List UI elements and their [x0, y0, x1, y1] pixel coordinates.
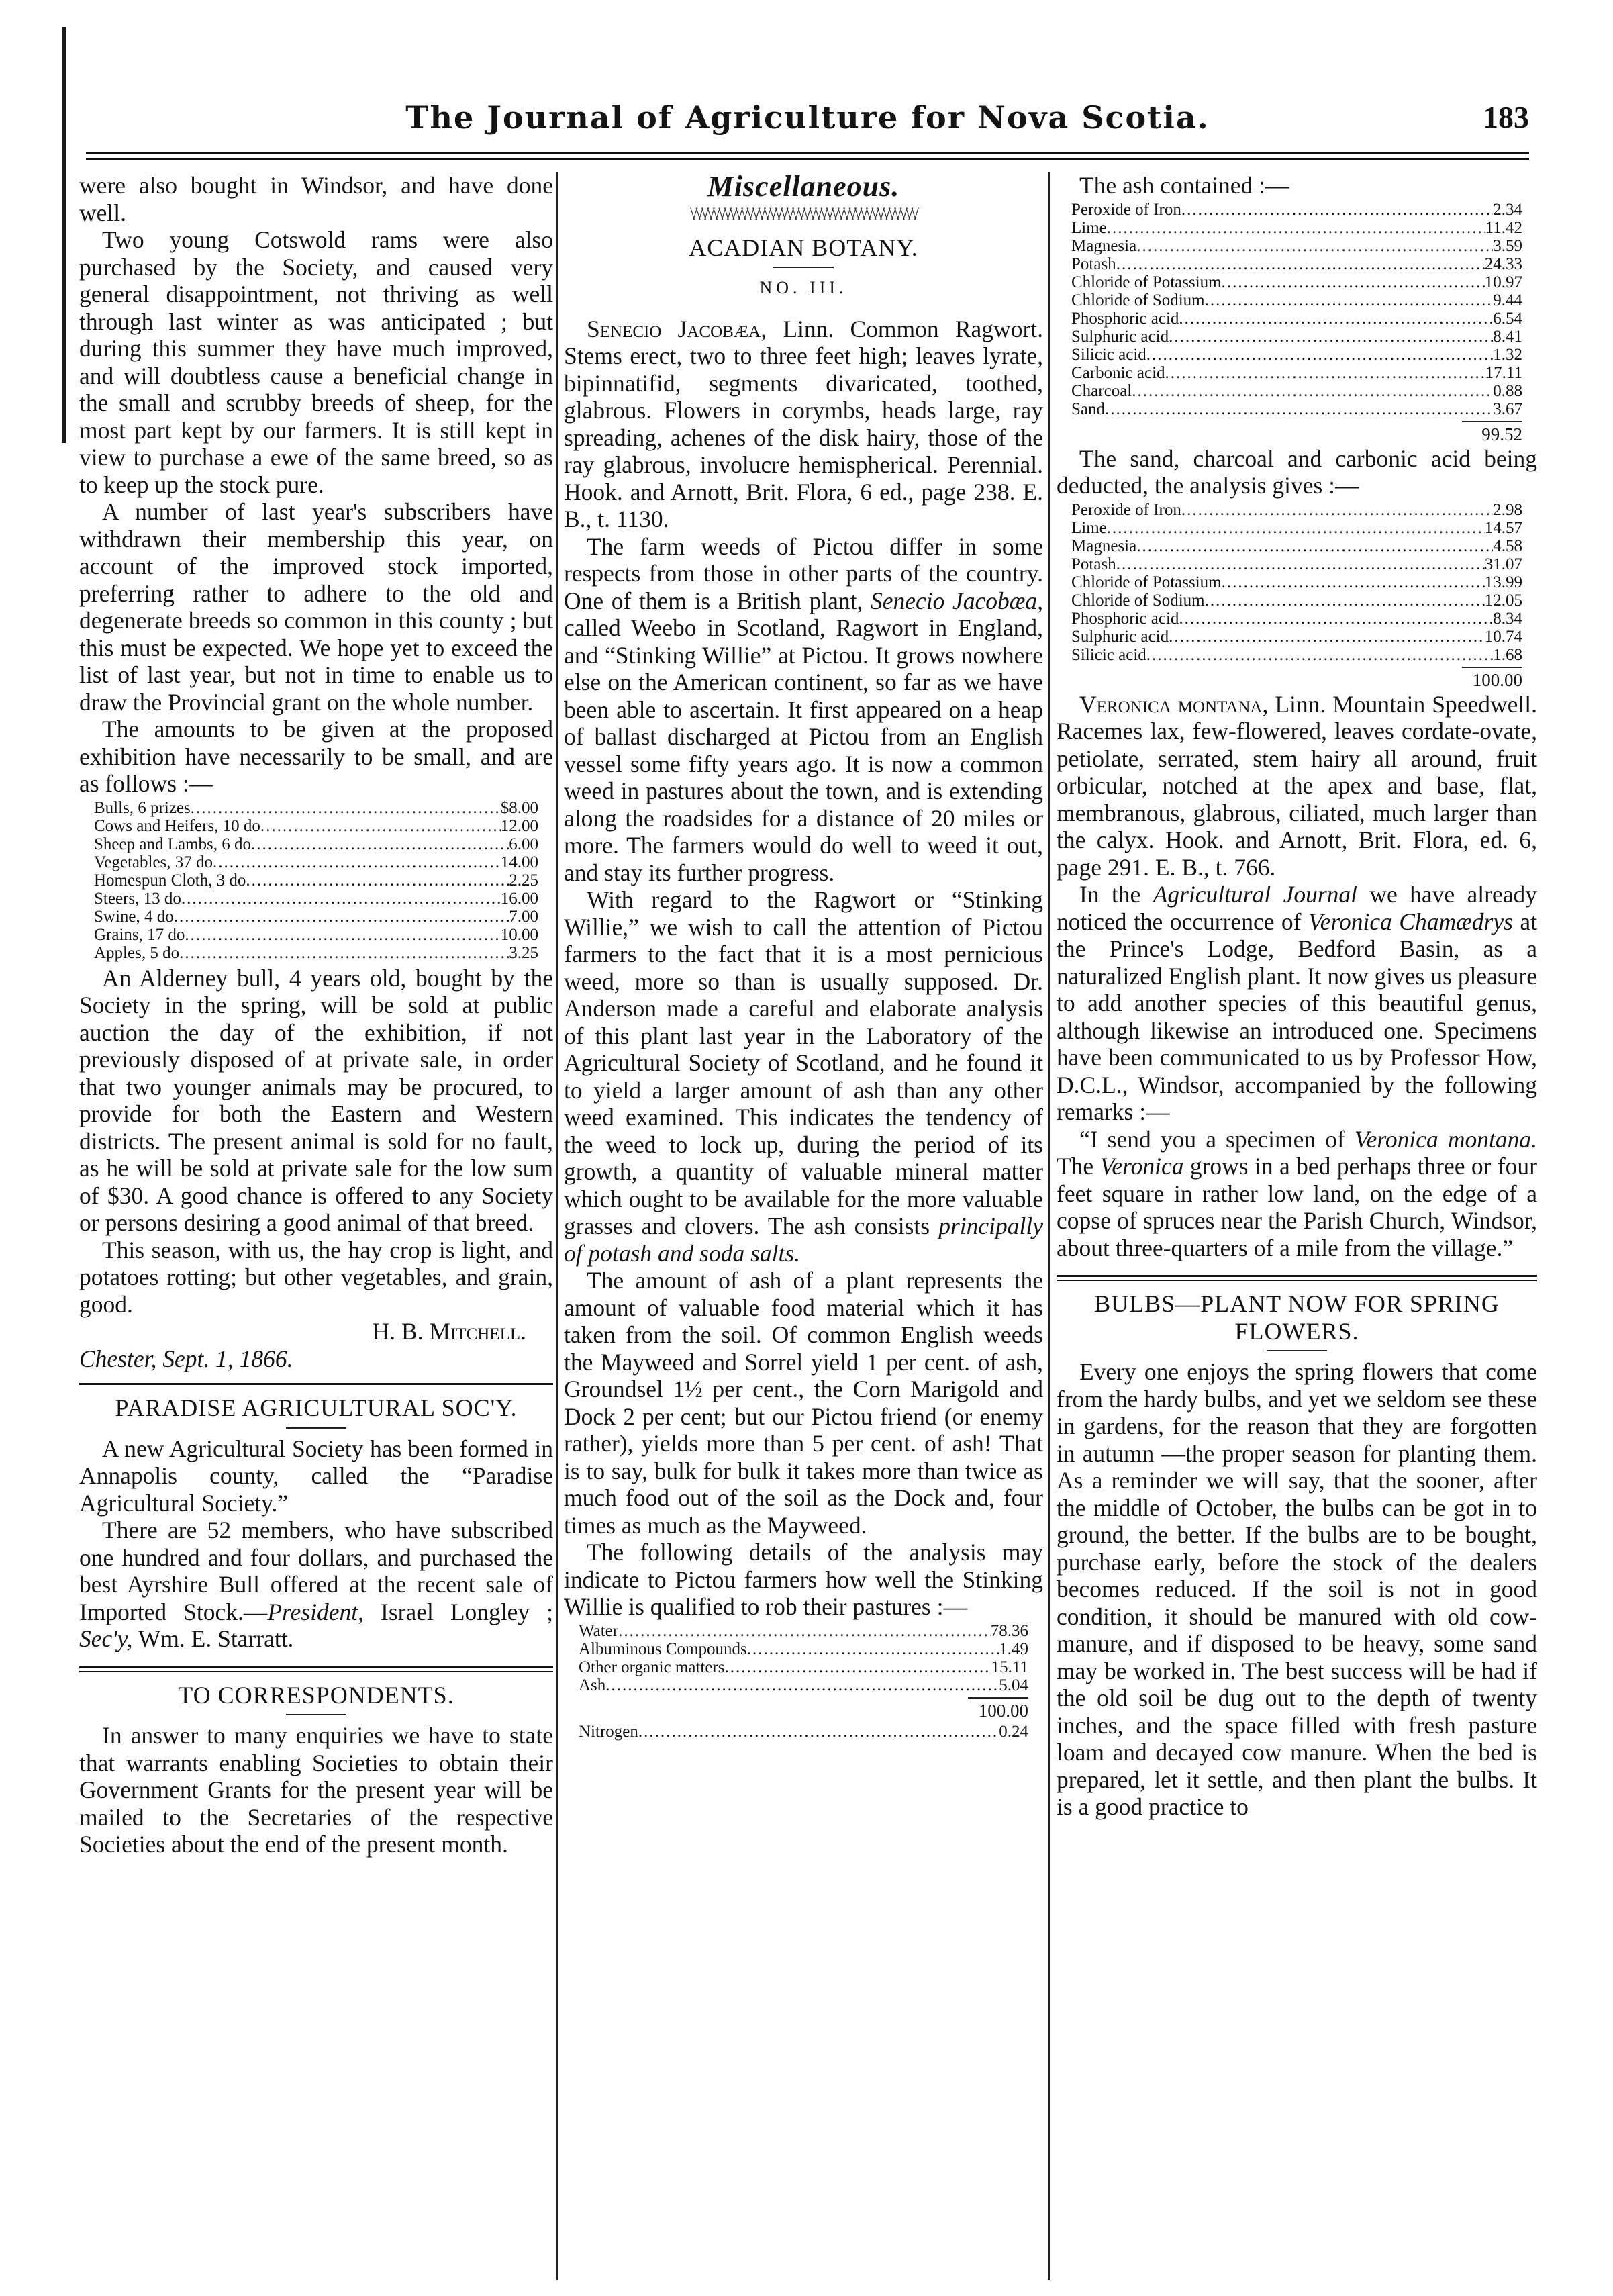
table-row: [579, 1640, 1028, 1658]
row-value: 2.25: [509, 871, 538, 890]
page-number: 183: [1483, 100, 1529, 134]
leader-dots: [618, 1622, 991, 1640]
row-value: 78.36: [990, 1621, 1028, 1640]
leader-dots: [1205, 291, 1494, 309]
table-row: [1071, 400, 1522, 418]
leader-dots: [246, 871, 509, 890]
row-label: Magnesia: [1071, 536, 1137, 555]
table-row: [1071, 501, 1522, 519]
row-value: 7.00: [509, 907, 538, 926]
row-value: $8.00: [500, 798, 538, 817]
table-row: [1071, 291, 1522, 309]
text-run: In the: [1079, 881, 1153, 908]
prize-table: [94, 799, 538, 962]
row-value: 31.07: [1484, 555, 1522, 573]
row-label: Chloride of Sodium: [1071, 591, 1205, 610]
total-rule: [968, 1697, 1028, 1699]
text-run: at the Prince's Lodge, Bedford Basin, as a naturalized English plant. It now gives us pleasure to add another species of this beautiful genus, although likewise an introduced one. Specimens have been communicated to us by Professor How, D.C.L., Windsor, accompanied by the following remarks :—: [1057, 908, 1537, 1125]
leader-dots: [191, 799, 501, 817]
row-label: Silicic acid: [1071, 645, 1146, 664]
paragraph: [564, 886, 1043, 1267]
dateline: Chester, Sept. 1, 1866.: [79, 1345, 293, 1372]
table-row: [1071, 219, 1522, 237]
deducted-table: [1071, 501, 1522, 664]
text-run: Wm. E. Starratt.: [132, 1625, 294, 1652]
row-label: Other organic matters: [579, 1658, 725, 1676]
table-row: [94, 799, 538, 817]
row-label: Sulphuric acid: [1071, 627, 1169, 646]
paragraph: In answer to many enquiries we have to state that warrants enabling Societies to obtain their Government Grants for the present year will be mailed to the Secretaries of the respective Societies about the end of the present month.: [79, 1722, 553, 1858]
paragraph: [1057, 691, 1537, 881]
text-run: The: [1057, 1153, 1100, 1180]
text-run: Israel Longley ;: [364, 1598, 553, 1625]
ornamental-rule: \/\/\/\/\/\/\/\/\/\/\/\/\/\/\/\/\/\/\/\/\/\/\/\/\/\/\/\/\/\/\/\/\/\/\/\/\/\/\/\/: [690, 205, 917, 222]
paragraph: [1057, 881, 1537, 1126]
table-row: [579, 1658, 1028, 1676]
table-row: [1071, 519, 1522, 537]
row-label: Vegetables, 37 do: [94, 853, 213, 871]
column-divider: [1048, 172, 1050, 2280]
leader-dots: [1116, 555, 1485, 573]
row-value: 0.24: [999, 1722, 1028, 1741]
row-label: Chloride of Potassium: [1071, 273, 1222, 291]
row-value: 15.11: [991, 1658, 1028, 1676]
section-rule: [79, 1383, 553, 1385]
row-label: Peroxide of Iron: [1071, 200, 1181, 219]
leader-dots: [747, 1640, 999, 1658]
row-label: Lime: [1071, 218, 1107, 237]
row-label: Ash: [579, 1676, 606, 1694]
species-name: Senecio Jacobæa,: [587, 315, 767, 342]
article-number: NO. III.: [759, 278, 848, 297]
deducted-total: 100.00: [1472, 669, 1522, 690]
row-label: Chloride of Potassium: [1071, 573, 1222, 591]
ash-total: 99.52: [1481, 424, 1522, 444]
table-row: [94, 871, 538, 890]
row-label: Sheep and Lambs, 6 do: [94, 834, 251, 853]
row-value: 1.32: [1493, 345, 1522, 364]
text-run: There are 52 members, who have subscribed one hundred and four dollars, and purchased the best Ayrshire Bull offered at the recent sale of Imported Stock.—: [79, 1517, 553, 1625]
row-value: 1.49: [999, 1639, 1028, 1658]
paragraph: The ash contained :—: [1079, 172, 1289, 199]
table-row: [1071, 628, 1522, 646]
text-run: The farm weeds of Pictou differ in some respects from those in other parts of the country. One of them is a British plant,: [564, 532, 1043, 614]
paragraph: [564, 316, 1043, 533]
row-label: Sulphuric acid: [1071, 327, 1169, 346]
row-value: 3.25: [509, 943, 538, 962]
row-label: Magnesia: [1071, 236, 1137, 255]
text-run: we have already noticed the occurrence of: [1057, 881, 1537, 935]
row-label: Sand: [1071, 399, 1105, 418]
paragraph: The sand, charcoal and carbonic acid being deducted, the analysis gives :—: [1057, 444, 1537, 499]
table-row: [1071, 573, 1522, 591]
table-row: [1071, 309, 1522, 328]
row-label: Peroxide of Iron: [1071, 500, 1181, 519]
row-label: Potash: [1071, 254, 1116, 273]
table-row: [1071, 364, 1522, 382]
table-row: [1071, 346, 1522, 364]
row-value: 2.34: [1493, 200, 1522, 219]
table-row: [1071, 328, 1522, 346]
row-value: 2.98: [1493, 500, 1522, 519]
leader-dots: [1146, 646, 1493, 664]
leader-dots: [185, 926, 500, 944]
signature: H. B. Mitchell.: [372, 1318, 526, 1345]
table-row: [1071, 646, 1522, 664]
leader-dots: [1105, 400, 1493, 418]
leader-dots: [179, 944, 509, 962]
column-divider: [556, 172, 558, 2280]
table-row: [94, 890, 538, 908]
row-value: 6.54: [1493, 309, 1522, 328]
row-value: 5.04: [999, 1676, 1028, 1694]
leader-dots: [1116, 255, 1485, 273]
nitrogen-row: [579, 1723, 1028, 1741]
row-label: Phosphoric acid: [1071, 309, 1179, 328]
row-value: 12.00: [500, 816, 538, 835]
table-row: [94, 926, 538, 944]
leader-dots: [1146, 346, 1493, 364]
italic-run: Senecio Jacobæa,: [870, 587, 1043, 614]
leader-dots: [174, 908, 509, 926]
section-rule: [1057, 1275, 1537, 1281]
column-3: [1057, 172, 1537, 1821]
italic-run: Veronica: [1099, 1153, 1184, 1180]
row-value: 10.00: [500, 925, 538, 944]
leader-dots: [1136, 237, 1493, 255]
margin-rule: [62, 27, 66, 443]
paragraph: This season, with us, the hay crop is light, and potatoes rotting; but other vegetables, and grain, good.: [79, 1236, 553, 1318]
short-rule: [773, 267, 834, 268]
leader-dots: [1107, 519, 1485, 537]
row-label: Steers, 13 do: [94, 889, 181, 908]
text-run: grows in a bed perhaps three or four feet square in rather low land, on the edge of a copse of spruces near the Parish Church, Windsor, about three-quarters of a mile from the village.”: [1057, 1153, 1537, 1261]
leader-dots: [213, 853, 501, 871]
row-label: Cows and Heifers, 10 do: [94, 816, 260, 835]
section-rule: [79, 1666, 553, 1672]
analysis-total: 100.00: [978, 1700, 1028, 1721]
paragraph: [1057, 1126, 1537, 1262]
short-rule: [286, 1427, 346, 1429]
row-label: Bulls, 6 prizes: [94, 798, 191, 817]
italic-run: Sec'y,: [79, 1625, 133, 1652]
short-rule: [286, 1714, 346, 1715]
row-value: 17.11: [1485, 363, 1522, 382]
table-row: [1071, 273, 1522, 291]
species-name: Veronica montana,: [1079, 690, 1269, 718]
paragraph: [79, 1517, 553, 1653]
row-value: 13.99: [1484, 573, 1522, 591]
leader-dots: [1169, 628, 1485, 646]
table-row: [1071, 255, 1522, 273]
row-label: Silicic acid: [1071, 345, 1146, 364]
row-value: 0.88: [1493, 381, 1522, 400]
text-run: called Weebo in Scotland, Ragwort in England, and “Stinking Willie” at Pictou. It grows nowhere else on the American continent, so far as we have been able to ascertain. It first appeared on a heap of ballast discharged at Pictou from an English vessel some fifty years ago. It is now a common weed in pastures about the town, and is extending along the roadsides for a distance of 20 miles or more. The farmers would do well to weed it out, and stay its further progress.: [564, 614, 1043, 886]
paragraph: A new Agricultural Society has been formed in Annapolis county, called the “Paradise Agricultural Society.”: [79, 1435, 553, 1517]
row-value: 10.74: [1484, 627, 1522, 646]
row-label: Nitrogen: [579, 1722, 638, 1741]
leader-dots: [181, 890, 501, 908]
row-value: 8.34: [1493, 609, 1522, 628]
row-label: Chloride of Sodium: [1071, 291, 1205, 309]
paragraph: Two young Cotswold rams were also purchased by the Society, and caused very general disappointment, not thriving as well through last winter as was anticipated ; but during this summer they have much improved, and will doubtless cause a beneficial change in the small and scrubby breeds of sheep, for the most part kept by our farmers. It is still kept in view to purchase a ewe of the same breed, so as to keep up the stock pure.: [79, 226, 553, 498]
table-row: [1071, 555, 1522, 573]
total-rule: [1462, 421, 1522, 422]
row-label: Homespun Cloth, 3 do: [94, 871, 246, 890]
row-value: 14.00: [500, 853, 538, 871]
table-row: [579, 1622, 1028, 1640]
leader-dots: [1179, 610, 1493, 628]
paragraph: The amounts to be given at the proposed exhibition have necessarily to be small, and are as follows :—: [79, 716, 553, 797]
row-value: 3.59: [1493, 236, 1522, 255]
section-heading: PARADISE AGRICULTURAL SOC'Y.: [115, 1394, 518, 1421]
row-value: 11.42: [1485, 218, 1522, 237]
article-heading: ACADIAN BOTANY.: [689, 234, 918, 261]
leader-dots: [251, 835, 509, 853]
table-row: [1071, 591, 1522, 610]
leader-dots: [260, 817, 501, 835]
ash-table: [1071, 201, 1522, 418]
paragraph: An Alderney bull, 4 years old, bought by the Society in the spring, will be sold at public auction the day of the exhibition, if not previously disposed of at private sale, in order that two younger animals may be procured, to provide for both the Eastern and Western districts. The present animal is sold for no fault, as he will be sold at private sale for the low sum of $30. A good chance is offered to any Society or persons desiring a good animal of that breed.: [79, 964, 553, 1236]
leader-dots: [725, 1658, 991, 1676]
row-label: Carbonic acid: [1071, 363, 1165, 382]
section-heading: BULBS—PLANT NOW FOR SPRING FLOWERS.: [1094, 1290, 1500, 1345]
row-value: 16.00: [500, 889, 538, 908]
leader-dots: [1169, 328, 1493, 346]
paragraph: The following details of the analysis may indicate to Pictou farmers how well the Stinking Willie is qualified to rob their pastures :—: [564, 1539, 1043, 1620]
table-row: [94, 853, 538, 871]
table-row: [1071, 610, 1522, 628]
row-value: 24.33: [1484, 254, 1522, 273]
row-label: Potash: [1071, 555, 1116, 573]
text-run: “I send you a specimen of: [1079, 1125, 1355, 1153]
row-value: 12.05: [1484, 591, 1522, 610]
italic-run: Veronica montana.: [1354, 1125, 1538, 1153]
table-row: [94, 908, 538, 926]
row-value: 1.68: [1493, 645, 1522, 664]
row-value: 8.41: [1493, 327, 1522, 346]
leader-dots: [1136, 537, 1493, 555]
row-label: Charcoal: [1071, 381, 1132, 400]
paragraph: Every one enjoys the spring flowers that come from the hardy bulbs, and yet we seldom see these in gardens, for the reason that they are forgotten in autumn —the proper season for planting them. As a reminder we will say, that the sooner, after the middle of October, the bulbs can be got in to ground, the better. If the bulbs are to be bought, purchase early, before the stock of the dealers becomes reduced. If the soil is not in good condition, it should be manured with old cow-manure, and if disposed to be heavy, some sand may be worked in. The best success will be had if the old soil be dug out to the depth of twenty inches, and the space filled with fresh pasture loam and decayed cow manure. When the bed is prepared, let it settle, and then plant the bulbs. It is a good practice to: [1057, 1358, 1537, 1820]
italic-run: Agricultural Journal: [1153, 881, 1358, 908]
row-value: 9.44: [1493, 291, 1522, 309]
row-value: 4.58: [1493, 536, 1522, 555]
italic-run: Veronica Chamædrys: [1308, 908, 1513, 935]
row-label: Albuminous Compounds: [579, 1639, 747, 1658]
row-value: 3.67: [1493, 399, 1522, 418]
table-row: [94, 835, 538, 853]
row-label: Swine, 4 do: [94, 907, 174, 926]
leader-dots: [1165, 364, 1485, 382]
table-row: [1071, 382, 1522, 400]
row-label: Grains, 17 do: [94, 925, 185, 944]
row-label: Lime: [1071, 518, 1107, 537]
row-value: 14.57: [1484, 518, 1522, 537]
analysis-table: [579, 1622, 1028, 1694]
short-rule: [1267, 1350, 1327, 1351]
paragraph: The amount of ash of a plant represents the amount of valuable food material which it has taken from the soil. Of common English weeds the Mayweed and Sorrel yield 1 per cent. of ash, Groundsel 1½ per cent., the Corn Marigold and Dock 2 per cent; but our Pictou friend (or enemy rather), yields more than 5 per cent. of ash! That is to say, bulk for bulk it takes more than twice as much food out of the soil as the Dock and, four times as much as the Mayweed.: [564, 1267, 1043, 1539]
text-run: With regard to the Ragwort or “Stinking Willie,” we wish to call the attention of Pictou farmers to the fact that it is a most pernicious weed, more so than is usually supposed. Dr. Anderson made a careful and elaborate analysis of this plant last year in the Laboratory of the Agricultural Society of Scotland, and he found it to yield a larger amount of ash than any other weed examined. This indicates the tendency of the weed to lock up, during the period of its growth, a quantity of valuable mineral matter which ought to be available for the more valuable grasses and clovers. The ash consists: [564, 886, 1043, 1239]
paragraph: [564, 533, 1043, 887]
table-row: [1071, 537, 1522, 555]
italic-run: principally of potash and soda salts.: [564, 1212, 1043, 1267]
leader-dots: [1132, 382, 1493, 400]
column-1: [79, 172, 553, 1858]
row-label: Water: [579, 1621, 619, 1640]
leader-dots: [1181, 201, 1493, 219]
italic-run: President,: [267, 1598, 364, 1625]
table-row: [94, 944, 538, 962]
table-row: [1071, 201, 1522, 219]
row-label: Phosphoric acid: [1071, 609, 1179, 628]
leader-dots: [1205, 591, 1485, 610]
running-title: The Journal of Agriculture for Nova Scotia.: [405, 99, 1210, 136]
row-label: Apples, 5 do: [94, 943, 180, 962]
column-2: [564, 172, 1043, 1743]
leader-dots: [1179, 309, 1493, 328]
paragraph: were also bought in Windsor, and have done well.: [79, 172, 553, 226]
leader-dots: [1222, 573, 1485, 591]
section-heading: TO CORRESPONDENTS.: [178, 1681, 454, 1709]
leader-dots: [605, 1676, 999, 1694]
leader-dots: [1107, 219, 1485, 237]
page-header: [86, 99, 1529, 140]
header-rule: [86, 152, 1529, 160]
row-value: 6.00: [509, 834, 538, 853]
row-value: 10.97: [1484, 273, 1522, 291]
text-run: Linn. Common Ragwort. Stems erect, two to three feet high; leaves lyrate, bipinnatifid, segments divaricated, toothed, glabrous. Flowers in corymbs, heads large, ray spreading, achenes of the disk hairy, those of the ray glabrous, involucre hemispherical. Perennial. Hook. and Arnott, Brit. Flora, 6 ed., page 238. E. B., t. 1130.: [564, 315, 1044, 532]
text-run: Linn. Mountain Speedwell. Racemes lax, few-flowered, leaves cordate-ovate, petiolate, serrated, stem hairy all around, fruit orbicular, notched at the apex and base, flat, membranous, glabrous, ciliated, much larger than the calyx. Hook. and Arnott, Brit. Flora, ed. 6, page 291. E. B., t. 766.: [1057, 690, 1537, 881]
table-row: [1071, 237, 1522, 255]
section-heading: Miscellaneous.: [707, 170, 900, 203]
table-row: [94, 817, 538, 835]
paragraph: A number of last year's subscribers have withdrawn their membership this year, on account of the improved stock imported, preferring rather to adhere to the old and degenerate breeds so common in this county ; but this must be expected. We hope yet to exceed the list of last year, but not in time to enable us to draw the Provincial grant on the whole number.: [79, 498, 553, 716]
leader-dots: [1222, 273, 1485, 291]
leader-dots: [1181, 501, 1493, 519]
table-row: [579, 1676, 1028, 1694]
total-rule: [1462, 667, 1522, 668]
